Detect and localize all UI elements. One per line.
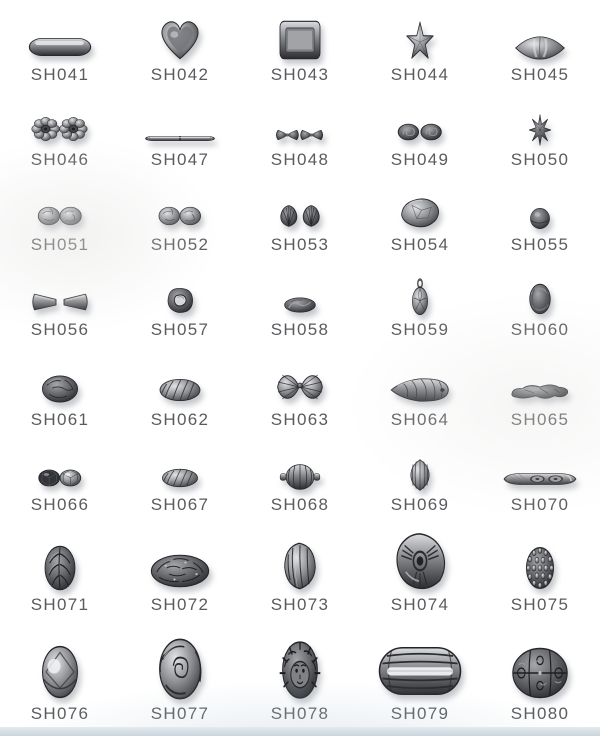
- marquise-bead-icon: [513, 34, 567, 62]
- catalog-item-sh076: [0, 622, 120, 736]
- ribbed-capsule-bead-icon: [375, 641, 465, 701]
- item-code: SH057: [150, 320, 210, 339]
- item-code: SH072: [150, 595, 210, 614]
- carved-shield-bead-icon: [273, 540, 327, 592]
- nugget-bead-icon: [396, 194, 444, 232]
- bead-photo: [147, 550, 213, 592]
- bead-photo: [37, 371, 83, 407]
- catalog-item-sh066: [0, 437, 120, 522]
- bead-photo: [513, 34, 567, 62]
- item-code: SH064: [390, 410, 450, 429]
- star-bead-icon: [398, 20, 442, 62]
- item-code: SH044: [390, 65, 450, 84]
- shell-bow-bead-icon: [272, 367, 328, 407]
- bead-photo: [401, 458, 439, 492]
- item-code: SH059: [390, 320, 450, 339]
- catalog-item-sh069: [360, 437, 480, 522]
- item-code: SH046: [30, 150, 90, 169]
- bead-photo: [375, 641, 465, 701]
- item-code: SH041: [30, 65, 90, 84]
- catalog-item-sh080: [480, 622, 600, 736]
- rose-ball-bead-icon: [147, 637, 213, 701]
- bead-photo: [271, 639, 329, 701]
- bead-photo: [396, 194, 444, 232]
- catalog-item-sh073: [240, 522, 360, 622]
- ring-nugget-bead-icon: [161, 285, 199, 317]
- catalog-item-sh063: [240, 347, 360, 437]
- item-code: SH070: [510, 495, 570, 514]
- item-code: SH052: [150, 235, 210, 254]
- bead-photo: [524, 205, 556, 232]
- item-code: SH074: [390, 595, 450, 614]
- bead-photo: [388, 373, 452, 407]
- item-code: SH062: [150, 410, 210, 429]
- bead-photo: [147, 637, 213, 701]
- item-code: SH077: [150, 704, 210, 723]
- item-code: SH075: [510, 595, 570, 614]
- catalog-item-sh042: [120, 0, 240, 92]
- catalog-item-sh048: [240, 92, 360, 177]
- swirl-oval-bead-icon: [279, 293, 321, 317]
- rondelle-bead-icon: [524, 205, 556, 232]
- catalog-item-sh060: [480, 262, 600, 347]
- rose-pair-bead-icon: [391, 117, 449, 147]
- daisy-pair-bead-icon: [28, 111, 92, 147]
- catalog-item-sh044: [360, 0, 480, 92]
- item-code: SH068: [270, 495, 330, 514]
- catalog-item-sh074: [360, 522, 480, 622]
- item-code: SH080: [510, 704, 570, 723]
- bead-photo: [522, 113, 558, 147]
- catalog-item-sh068: [240, 437, 360, 522]
- bead-photo: [33, 464, 87, 492]
- catalog-item-sh052: [120, 177, 240, 262]
- catalog-item-sh075: [480, 522, 600, 622]
- pill-bead-icon: [26, 32, 94, 62]
- catalog-item-sh050: [480, 92, 600, 177]
- bead-photo: [509, 377, 571, 407]
- bead-photo: [155, 373, 205, 407]
- bead-photo: [154, 18, 206, 62]
- faceted-pair-bead-icon: [33, 464, 87, 492]
- item-code: SH066: [30, 495, 90, 514]
- bead-photo: [273, 540, 327, 592]
- catalog-item-sh059: [360, 262, 480, 347]
- item-code: SH050: [510, 150, 570, 169]
- catalog-item-sh047: [120, 92, 240, 177]
- item-code: SH048: [270, 150, 330, 169]
- catalog-item-sh043: [240, 0, 360, 92]
- star8-bead-icon: [522, 113, 558, 147]
- catalog-item-sh062: [120, 347, 240, 437]
- catalog-item-sh057: [120, 262, 240, 347]
- bead-photo: [272, 200, 328, 232]
- tube-bead-icon: [142, 130, 218, 147]
- catalog-item-sh051: [0, 177, 120, 262]
- bead-photo: [31, 200, 89, 232]
- bead-photo: [28, 111, 92, 147]
- catalog-item-sh077: [120, 622, 240, 736]
- lantern-bead-icon: [278, 462, 322, 492]
- bead-photo: [279, 293, 321, 317]
- item-code: SH076: [30, 704, 90, 723]
- nugget-tube-bead-icon: [509, 377, 571, 407]
- bead-photo: [501, 466, 579, 492]
- bead-photo: [158, 464, 202, 492]
- bead-photo: [272, 123, 328, 147]
- shell-pair-bead-icon: [272, 200, 328, 232]
- ray-disc-bead-icon: [387, 530, 453, 592]
- bead-photo: [403, 277, 437, 317]
- bead-photo: [398, 20, 442, 62]
- ornate-egg-bead-icon: [508, 645, 572, 701]
- heart-bead-icon: [154, 18, 206, 62]
- bead-photo: [30, 643, 90, 701]
- catalog-item-sh058: [240, 262, 360, 347]
- catalog-item-sh078: [240, 622, 360, 736]
- catalog-item-sh054: [360, 177, 480, 262]
- item-code: SH042: [150, 65, 210, 84]
- item-code: SH063: [270, 410, 330, 429]
- catalog-item-sh045: [480, 0, 600, 92]
- bead-photo: [275, 18, 325, 62]
- item-code: SH067: [150, 495, 210, 514]
- melon-bead-icon: [401, 458, 439, 492]
- bead-photo: [142, 130, 218, 147]
- catalog-item-sh071: [0, 522, 120, 622]
- item-code: SH071: [30, 595, 90, 614]
- catalog-item-sh070: [480, 437, 600, 522]
- item-code: SH079: [390, 704, 450, 723]
- catalog-item-sh046: [0, 92, 120, 177]
- catalog-item-sh053: [240, 177, 360, 262]
- item-code: SH065: [510, 410, 570, 429]
- lion-head-bead-icon: [271, 639, 329, 701]
- loop-charm-bead-icon: [403, 277, 437, 317]
- eye-bar-bead-icon: [501, 466, 579, 492]
- item-code: SH049: [390, 150, 450, 169]
- item-code: SH058: [270, 320, 330, 339]
- bead-photo: [387, 530, 453, 592]
- bead-photo: [161, 285, 199, 317]
- item-code: SH053: [270, 235, 330, 254]
- cone-pair-bead-icon: [30, 287, 90, 317]
- scan-edge-band: [0, 727, 600, 736]
- catalog-item-sh056: [0, 262, 120, 347]
- catalog-item-sh064: [360, 347, 480, 437]
- bead-photo: [391, 117, 449, 147]
- item-code: SH051: [30, 235, 90, 254]
- catalog-item-sh061: [0, 347, 120, 437]
- item-code: SH043: [270, 65, 330, 84]
- twist-oval-bead-icon: [158, 464, 202, 492]
- twist-oval-bead-icon: [155, 373, 205, 407]
- bead-photo: [278, 462, 322, 492]
- fluted-drop-bead-icon: [388, 373, 452, 407]
- bead-photo: [30, 287, 90, 317]
- butterfly-pair-bead-icon: [272, 123, 328, 147]
- item-code: SH056: [30, 320, 90, 339]
- ornate-oval-bead-icon: [147, 550, 213, 592]
- item-code: SH045: [510, 65, 570, 84]
- berry-ball-bead-icon: [516, 544, 564, 592]
- catalog-item-sh041: [0, 0, 120, 92]
- bead-photo: [520, 279, 560, 317]
- catalog-item-sh079: [360, 622, 480, 736]
- item-code: SH078: [270, 704, 330, 723]
- catalog-item-sh049: [360, 92, 480, 177]
- item-code: SH055: [510, 235, 570, 254]
- item-code: SH069: [390, 495, 450, 514]
- catalog-item-sh055: [480, 177, 600, 262]
- catalog-item-sh067: [120, 437, 240, 522]
- catalog-item-sh065: [480, 347, 600, 437]
- item-code: SH073: [270, 595, 330, 614]
- leaf-ball-bead-icon: [35, 544, 85, 592]
- bead-photo: [35, 544, 85, 592]
- bead-photo: [272, 367, 328, 407]
- item-code: SH060: [510, 320, 570, 339]
- carved-oval-bead-icon: [37, 371, 83, 407]
- bead-photo: [152, 200, 208, 232]
- dome-bead-icon: [30, 643, 90, 701]
- bead-photo: [508, 645, 572, 701]
- bead-photo: [516, 544, 564, 592]
- catalog-item-sh072: [120, 522, 240, 622]
- textured-round-pair-bead-icon: [152, 200, 208, 232]
- bead-photo: [26, 32, 94, 62]
- textured-round-pair-bead-icon: [31, 200, 89, 232]
- square-frame-bead-icon: [275, 18, 325, 62]
- knot-ball-bead-icon: [520, 279, 560, 317]
- item-code: SH047: [150, 150, 210, 169]
- item-code: SH061: [30, 410, 90, 429]
- item-code: SH054: [390, 235, 450, 254]
